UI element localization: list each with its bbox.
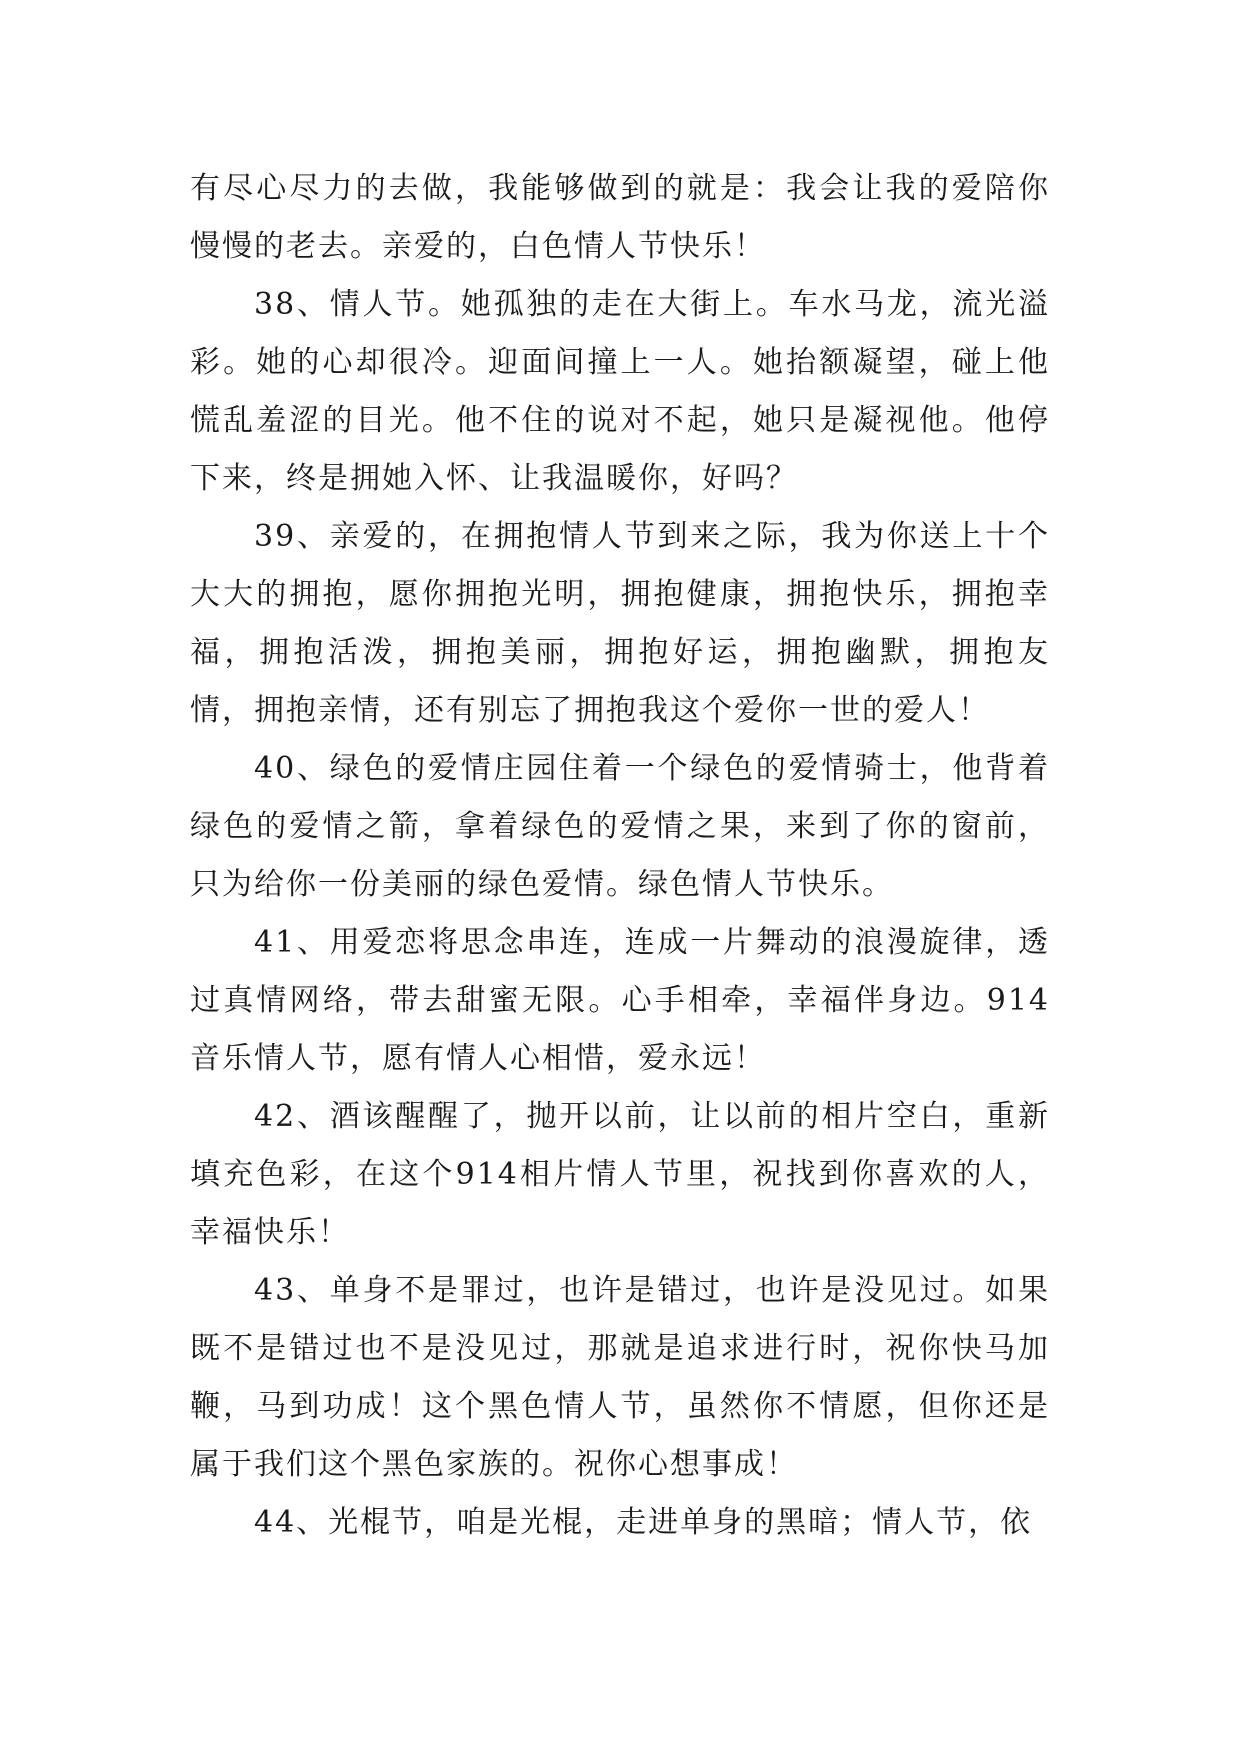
paragraph-41: 41、用爱恋将思念串连，连成一片舞动的浪漫旋律，透过真情网络，带去甜蜜无限。心手相牵，幸福伴身边。914音乐情人节，愿有情人心相惜，爱永远！ — [190, 925, 1050, 1076]
paragraph-continuation: 有尽心尽力的去做，我能够做到的就是：我会让我的爱陪你慢慢的老去。亲爱的，白色情人节快乐！ — [190, 171, 1050, 264]
paragraph-42: 42、酒该醒醒了，抛开以前，让以前的相片空白，重新填充色彩，在这个914相片情人节里，祝找到你喜欢的人，幸福快乐！ — [190, 1099, 1050, 1250]
paragraph-38: 38、情人节。她孤独的走在大街上。车水马龙，流光溢彩。她的心却很冷。迎面间撞上一人。她抬额凝望，碰上他慌乱羞涩的目光。他不住的说对不起，她只是凝视他。他停下来，终是拥她入怀、让我温暖你，好吗？ — [190, 287, 1050, 496]
paragraph-44: 44、光棍节，咱是光棍，走进单身的黑暗；情人节，依 — [254, 1505, 1033, 1540]
document-body — [190, 160, 1050, 1552]
paragraph-43: 43、单身不是罪过，也许是错过，也许是没见过。如果既不是错过也不是没见过，那就是追求进行时，祝你快马加鞭，马到功成！这个黑色情人节，虽然你不情愿，但你还是属于我们这个黑色家族的。祝你心想事成！ — [190, 1273, 1050, 1482]
paragraph-40: 40、绿色的爱情庄园住着一个绿色的爱情骑士，他背着绿色的爱情之箭，拿着绿色的爱情之果，来到了你的窗前，只为给你一份美丽的绿色爱情。绿色情人节快乐。 — [190, 751, 1050, 902]
paragraph-39: 39、亲爱的，在拥抱情人节到来之际，我为你送上十个大大的拥抱，愿你拥抱光明，拥抱健康，拥抱快乐，拥抱幸福，拥抱活泼，拥抱美丽，拥抱好运，拥抱幽默，拥抱友情，拥抱亲情，还有别忘了拥抱我这个爱你一世的爱人！ — [190, 519, 1050, 728]
